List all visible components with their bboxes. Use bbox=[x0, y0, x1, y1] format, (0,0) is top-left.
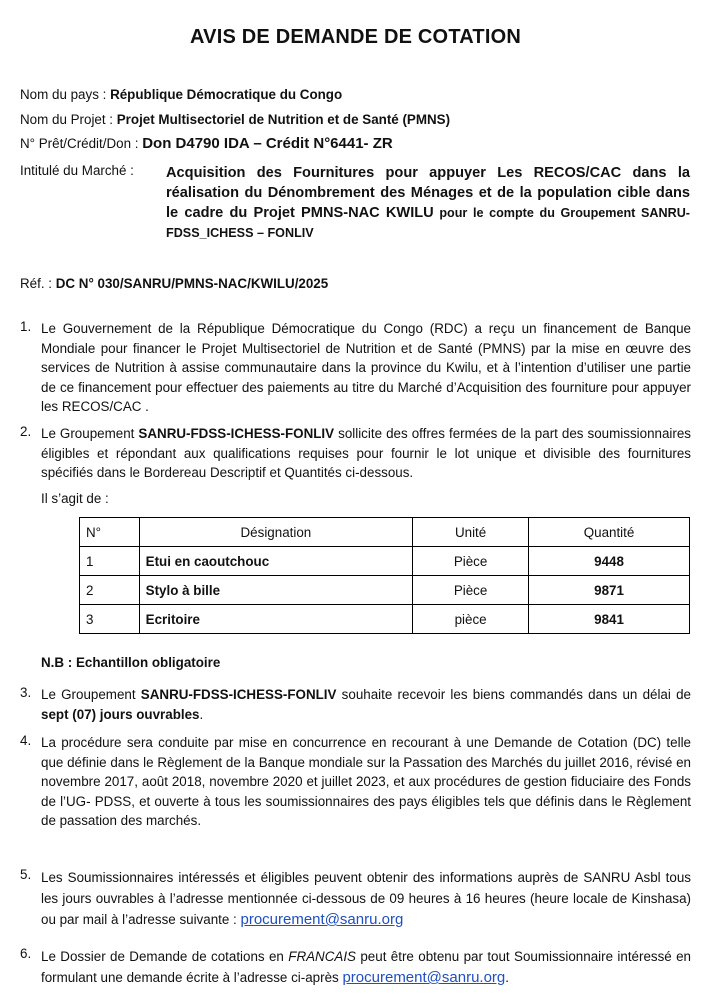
market-title-main: Acquisition des Fournitures pour appuyer Les RECOS/CAC dans la réalisation du Dénombrement des Ménages et de la population cible dans le cadre du Projet PMNS-NAC KWILU bbox=[166, 165, 690, 221]
row-number: 1 bbox=[80, 547, 140, 576]
reference-label: Réf. : bbox=[20, 276, 56, 291]
row-number: 3 bbox=[80, 605, 140, 634]
sample-note: N.B : Echantillon obligatoire bbox=[41, 655, 221, 670]
paragraph-4: La procédure sera conduite par mise en concurrence en recourant à une Demande de Cotation (DC) telle que définie dans le Règlement de la Banque mondiale sur la Passation des Marchés du juillet 2016, révisé en novembre 2017, août 2018, novembre 2020 et juillet 2023, et aux procédures de gestion fiduciaire des Fonds de l’UG- PDSS, et ouverte à tous les soumissionnaires des pays éligibles tels que définis dans le Règlement de passation des marchés. bbox=[41, 735, 691, 829]
country-label: Nom du pays : bbox=[20, 87, 111, 102]
paragraph-3-text-a: Le Groupement bbox=[41, 687, 141, 702]
project-value: Projet Multisectoriel de Nutrition et de Santé (PMNS) bbox=[116, 112, 451, 127]
row-number: 2 bbox=[80, 576, 140, 605]
procurement-email-link[interactable]: procurement@sanru.org bbox=[240, 911, 404, 928]
header-quantity: Quantité bbox=[529, 518, 690, 547]
paragraph-5-text: Les Soumissionnaires intéressés et éligibles peuvent obtenir des informations auprès de SANRU Asbl tous les jours ouvrables à l’adresse mentionnée ci-dessous de 09 heures à 16 heures (heure locale de Kinshasa) ou par mail à l’adresse suivante : bbox=[41, 870, 691, 927]
document-title: AVIS DE DEMANDE DE COTATION bbox=[190, 26, 521, 48]
market-title-label: Intitulé du Marché : bbox=[20, 163, 134, 178]
paragraph-2-text-b: sollicite des offres fermées de la part des soumissionnaires éligibles et répondant aux qualifications requises pour fournir le lot unique et divisible des fournitures spécifiés dans le Bordereau Descriptif et Quantités ci-dessous. bbox=[41, 426, 691, 481]
paragraph-3-text-c: . bbox=[199, 706, 204, 722]
paragraph-2 bbox=[41, 424, 691, 483]
paragraph-2-group-name: SANRU-FDSS-ICHESS-FONLIV bbox=[138, 426, 335, 441]
loan-value: Don D4790 IDA – Crédit N°6441- ZR bbox=[142, 135, 393, 152]
row-unit: Pièce bbox=[413, 576, 529, 605]
row-quantity: 9841 bbox=[529, 605, 690, 634]
row-designation: Ecritoire bbox=[139, 605, 412, 634]
reference-line bbox=[20, 276, 328, 291]
paragraph-3-text-b: souhaite recevoir les biens commandés dans un délai de bbox=[336, 687, 691, 702]
items-intro: Il s’agit de : bbox=[41, 491, 109, 506]
row-quantity: 9871 bbox=[529, 576, 690, 605]
procurement-email-link[interactable]: procurement@sanru.org bbox=[342, 969, 506, 986]
table-row bbox=[80, 547, 690, 576]
paragraph-5 bbox=[41, 867, 691, 930]
loan-line bbox=[20, 135, 393, 152]
paragraph-6-text-b: peut être obtenu par tout Soumissionnaire intéressé en formulant une demande écrite à l’adresse ci-après bbox=[41, 949, 691, 985]
project-label: Nom du Projet : bbox=[20, 112, 117, 127]
table-row bbox=[80, 576, 690, 605]
paragraph-4-number: 4. bbox=[20, 733, 32, 748]
header-number: N° bbox=[80, 518, 140, 547]
row-designation: Stylo à bille bbox=[139, 576, 412, 605]
items-table bbox=[79, 517, 690, 634]
paragraph-3 bbox=[41, 685, 691, 724]
market-title-rest: pour le compte du Groupement SANRU-FDSS_ICHESS – FONLIV bbox=[166, 206, 690, 240]
row-designation: Etui en caoutchouc bbox=[139, 547, 412, 576]
project-line bbox=[20, 112, 450, 127]
header-unit: Unité bbox=[413, 518, 529, 547]
country-value: République Démocratique du Congo bbox=[110, 87, 343, 102]
table-row bbox=[80, 605, 690, 634]
paragraph-6-text-c: . bbox=[505, 970, 509, 985]
market-title-value bbox=[166, 163, 690, 243]
paragraph-3-number: 3. bbox=[20, 685, 32, 700]
header-designation: Désignation bbox=[139, 518, 412, 547]
reference-value: DC N° 030/SANRU/PMNS-NAC/KWILU/2025 bbox=[55, 276, 329, 291]
paragraph-5-number: 5. bbox=[20, 867, 32, 882]
paragraph-3-delay: sept (07) jours ouvrables bbox=[41, 706, 200, 722]
paragraph-3-group-name: SANRU-FDSS-ICHESS-FONLIV bbox=[140, 687, 337, 702]
row-unit: Pièce bbox=[413, 547, 529, 576]
paragraph-6-number: 6. bbox=[20, 946, 32, 961]
paragraph-6-language: FRANCAIS bbox=[288, 949, 356, 964]
row-quantity: 9448 bbox=[529, 547, 690, 576]
loan-label: N° Prêt/Crédit/Don : bbox=[20, 136, 143, 151]
paragraph-1-number: 1. bbox=[20, 319, 32, 334]
paragraph-2-text-a: Le Groupement bbox=[41, 426, 139, 441]
paragraph-2-number: 2. bbox=[20, 424, 32, 439]
paragraph-6-text-a: Le Dossier de Demande de cotations en bbox=[41, 949, 289, 964]
paragraph-1: Le Gouvernement de la République Démocratique du Congo (RDC) a reçu un financement de Banque Mondiale pour financer le Projet Multisectoriel de Nutrition et de Santé (PMNS) par la mise en œuvre des services de Nutrition à assise communautaire dans la province du Kwilu, et à l’intention d’utiliser une partie de ce financement pour effectuer des paiements au titre du Marché d’Acquisition des fourniture pour appuyer les RECOS/CAC . bbox=[41, 321, 691, 415]
paragraph-6 bbox=[41, 946, 691, 988]
country-line bbox=[20, 87, 342, 102]
row-unit: pièce bbox=[413, 605, 529, 634]
table-header-row bbox=[80, 518, 690, 547]
